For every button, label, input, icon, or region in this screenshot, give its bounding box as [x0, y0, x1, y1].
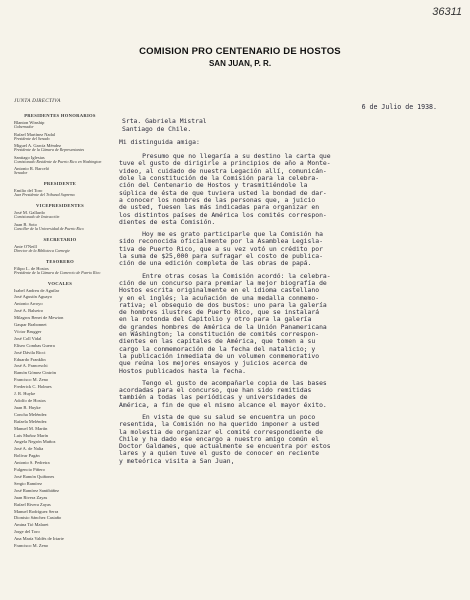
member-name: Ramón Gómez Cintrón [14, 370, 56, 376]
member-name: José A. Franceschi [14, 363, 48, 369]
letter-line: tuve el gusto de dirigirle a principios de año a Monte- [119, 159, 331, 168]
board-member [14, 132, 106, 142]
board-member [14, 529, 106, 534]
organization-name: COMISION PRO CENTENARIO DE HOSTOS [139, 46, 341, 57]
board-member [14, 343, 106, 348]
board-member [14, 188, 106, 198]
board-section-title: PRESIDENTES HONORARIOS [24, 113, 96, 118]
member-name: Dionisio Sánchez Castaño [14, 515, 62, 521]
letter-line: que reúna los mejores ensayos y juicios acerca de [119, 359, 308, 368]
letter-line: también a todas las periódicas y universidades de [119, 393, 308, 402]
salutation: Mi distinguida amiga: [119, 137, 200, 146]
member-name: Rafael Rivera Zayas [14, 501, 51, 507]
member-name: Amina Tió Malaret [14, 522, 49, 528]
member-name: Manuel Rodríguez Serra [14, 508, 59, 514]
board-section-title: SECRETARIO [43, 236, 77, 242]
letter-line: ción de un concurso para premiar la mejor biografía de [119, 278, 327, 287]
board-member [14, 266, 106, 276]
board-section [14, 237, 106, 254]
board-member [14, 336, 106, 341]
board-section-title: TESORERO [46, 258, 74, 264]
board-member [14, 481, 106, 486]
member-name: Eduardo Franklin [14, 356, 46, 362]
board-member [14, 467, 106, 472]
letter-paragraph [119, 153, 459, 226]
board-member [14, 488, 106, 493]
letter-line: cargo la conmemoración de la fecha del natalicio; y [119, 344, 316, 353]
board-member [14, 377, 106, 382]
letter-paragraphs [119, 153, 459, 465]
member-name: Francisco M. Zeno [14, 377, 49, 383]
board-member [14, 398, 106, 403]
board-section-title: PRESIDENTE [43, 181, 77, 186]
board-member [14, 509, 106, 514]
letter-line: súplica de ésta de que tuviera usted la bondad de dar- [119, 188, 327, 197]
letter-line: ción de una edición completa de las obras de papá. [119, 259, 312, 268]
letter-line: En vista de que su salud se encuentra un poco [119, 412, 316, 421]
board-member [14, 419, 106, 424]
board-section-title: VICEPRESIDENTES [36, 203, 84, 208]
member-name: José Ramón Quiñones [14, 473, 55, 479]
letter-paragraph [119, 231, 459, 267]
member-role: Presidente de la Cámara de Representantes [14, 147, 85, 153]
board-section [14, 113, 106, 176]
member-role: Juez Presidente del Tribunal Supremo [14, 192, 75, 198]
member-role: Comisionado Residente de Puerto Rico en Washington [14, 158, 102, 164]
letter-line: lares y a quien tuve el gusto de conocer en reciente [119, 449, 320, 458]
board-member [14, 308, 106, 313]
board-member [14, 426, 106, 431]
board-member [14, 166, 106, 176]
board-member [14, 244, 106, 254]
member-name: Elíseo Combas Guerra [14, 342, 55, 348]
board-member [14, 439, 106, 444]
member-role: Presidente de la Cámara de Comercio de Puerto Rico [14, 269, 101, 275]
member-name: José M. Gallardo [14, 210, 45, 215]
board-member [14, 315, 106, 320]
letter-line: en Wáshington; la constitución de comités correspon- [119, 330, 320, 339]
member-name: Emilio del Toro [14, 188, 43, 193]
board-member [14, 155, 106, 165]
board-member [14, 370, 106, 375]
letter-line: la publicación inmediata de un volumen conmemorativo [119, 351, 320, 360]
letter-line: Presumo que no llegaría a su destino la carta que [119, 152, 331, 161]
board-section [14, 203, 106, 232]
letter-paragraph [119, 380, 459, 409]
recipient-line: Santiago de Chile. [122, 124, 192, 133]
member-name: José Agustín Aguayo [14, 294, 53, 300]
member-role: Director de la Biblioteca Carnegie [14, 247, 70, 253]
board-member [14, 301, 106, 306]
member-name: Frederick C. Holmes [14, 384, 52, 390]
member-name: José Coll Vidal [14, 335, 42, 341]
member-name: Juan B. Huyke [14, 404, 41, 410]
letter-line: en la rotonda del Capitolio y otro para la galería [119, 315, 312, 324]
member-name: Juan Rivera Zayas [14, 494, 48, 500]
board-member [14, 143, 106, 153]
member-name: Angela Negrón Muñoz [14, 439, 56, 445]
member-name: José Ramírez Santibáñez [14, 487, 59, 493]
letter-line: dientes en las capitales de América, que tomen a su [119, 337, 316, 346]
board-member [14, 222, 106, 232]
member-name: Fulgencio Piñero [14, 467, 45, 473]
board-title: JUNTA DIRECTIVA [14, 98, 61, 104]
member-name: Sergio Ramírez [14, 480, 43, 486]
letter-line: Hostos publicados hasta la fecha. [119, 366, 246, 375]
board-member [14, 412, 106, 417]
letter-line: sido reconocida oficialmente por la Asamblea Legisla- [119, 237, 323, 246]
letter-line: dientes de esta Comisión. [119, 217, 216, 226]
member-name: Rafaela Meléndez [14, 418, 47, 424]
member-name: Antonio R. Barceló [14, 166, 50, 171]
letter-line: a conocer los nombres de las personas que, a juicio [119, 195, 316, 204]
member-name: Juan B. Soto [14, 221, 37, 227]
board-sidebar [14, 98, 106, 553]
member-name: Isabel Andreu de Aguilar [14, 287, 60, 293]
member-name: Ante O'Neill [14, 243, 37, 249]
letter-line: Tengo el gusto de acompañarle copia de las bases [119, 378, 327, 387]
member-role: Comisionado de Instrucción [14, 214, 60, 220]
letter-line: Doctor Galdames, que actualmente se encuentra por estos [119, 442, 331, 451]
board-member [14, 453, 106, 458]
member-name: José A. Balseiro [14, 308, 44, 314]
board-member [14, 210, 106, 220]
member-role: Presidente del Senado [14, 135, 50, 141]
letter-line: de usted, fuesen las más indicadas para organizar en [119, 203, 320, 212]
board-member [14, 350, 106, 355]
board-member [14, 405, 106, 410]
letter-line: de hombres ilustres de Puerto Rico, que se instalará [119, 308, 320, 317]
board-member [14, 384, 106, 389]
board-member [14, 363, 106, 368]
letter-line: y meteórica visita a San Juan, [119, 456, 235, 465]
letter-line: video, al cuidado de nuestra Legación allí, comunicán- [119, 166, 327, 175]
board-section-title: VOCALES [47, 280, 73, 286]
letter-date: 6 de Julio de 1938. [361, 103, 437, 111]
board-member [14, 322, 106, 327]
member-name: Jorge del Toro [14, 529, 40, 535]
member-name: Adolfo de Hostos [14, 398, 46, 403]
board-member [14, 522, 106, 527]
letter-line: la suma de $25,000 para sufragar el costo de publica- [119, 252, 323, 261]
member-name: Santiago Iglesias [14, 154, 45, 160]
member-name: Miguel A. García Méndez [14, 143, 61, 148]
board-member [14, 536, 106, 541]
board-member [14, 391, 106, 396]
letter-line: América, a fin de que el mismo alcance el mayor éxito. [119, 400, 327, 409]
board-member [14, 357, 106, 362]
member-name: Filipo L. de Hostos [14, 265, 49, 271]
board-member [14, 329, 106, 334]
letter-line: ción del Centenario de Hostos y trasmitiéndole la [119, 181, 308, 190]
member-name: Manuel M. Martín [14, 425, 48, 431]
board-member [14, 502, 106, 507]
board-section [14, 259, 106, 276]
member-name: Antonio S. Pedreira [14, 460, 50, 466]
letter-line: Chile y ha dado ese encargo a nuestro amigo común el [119, 434, 320, 443]
letter-body [119, 104, 459, 470]
member-name: Rafael Martínez Nadal [14, 131, 55, 137]
member-name: Bolívar Pagán [14, 453, 40, 459]
recipient-line: Srta. Gabriela Mistral [122, 117, 207, 126]
member-name: Antonio Arroyo [14, 301, 43, 307]
letter-paragraph [119, 414, 459, 465]
board-member [14, 433, 106, 438]
letterhead [130, 46, 350, 68]
board-member [14, 294, 106, 299]
board-member [14, 474, 106, 479]
letter-line: tiva de Puerto Rico, que a su vez votó un crédito por [119, 244, 323, 253]
member-name: Blanton Winship [14, 120, 45, 125]
organization-city: SAN JUAN, P. R. [208, 59, 272, 68]
member-name: Gaspar Brabonnet [14, 322, 47, 328]
member-role: Canciller de la Universidad de Puerto Rico [14, 225, 84, 231]
board-member [14, 515, 106, 520]
member-name: Ana María Valdés de Iriarte [14, 536, 64, 542]
board-section [14, 181, 106, 198]
letter-line: dole la constitución de la Comisión para la celebra- [119, 174, 320, 183]
board-member [14, 288, 106, 293]
letter-line: resentida, la Comisión no ha querido imponer a usted [119, 420, 320, 429]
board-member [14, 495, 106, 500]
archive-number: 36311 [432, 6, 462, 18]
member-role: Senador [14, 170, 28, 176]
letter-paragraph [119, 273, 459, 375]
letter-line: Entre otras cosas la Comisión acordó: la celebra- [119, 271, 331, 280]
member-name: José Dávila Ricci [14, 349, 46, 355]
member-name: Concha Meléndez [14, 411, 47, 417]
member-name: Milagros Benet de Mewton [14, 315, 64, 321]
member-name: Francisco M. Zeno [14, 543, 49, 549]
letter-line: los distintos países de América los comités correspon- [119, 210, 327, 219]
board-member [14, 120, 106, 130]
member-name: J. R. Huyke [14, 391, 36, 397]
letter-line: la molestia de organizar el comité correspondiente de [119, 427, 323, 436]
recipient-block [122, 118, 459, 133]
board-member [14, 543, 106, 548]
letter-line: de grandes hombres de América de la Unión Panamericana [119, 322, 327, 331]
member-name: Víctor Brugger [14, 328, 42, 334]
member-name: Luis Muñoz Marín [14, 432, 48, 438]
member-name: José A. de Nalia [14, 446, 44, 452]
letter-line: Hoy me es grato participarle que la Comisión ha [119, 230, 323, 239]
board-member [14, 446, 106, 451]
letter-line: acordadas para el concurso, que han sido remitidas [119, 386, 312, 395]
board-section [14, 281, 106, 549]
letter-line: rativa; el obsequio de dos bustos: uno para la galería [119, 300, 327, 309]
letter-line: y en el inglés; la acuñación de una medalla conmemo- [119, 293, 320, 302]
member-role: Gobernador [14, 124, 34, 130]
letter-line: Hostos escrita originalmente en el idioma castellano [119, 286, 320, 295]
board-member [14, 460, 106, 465]
